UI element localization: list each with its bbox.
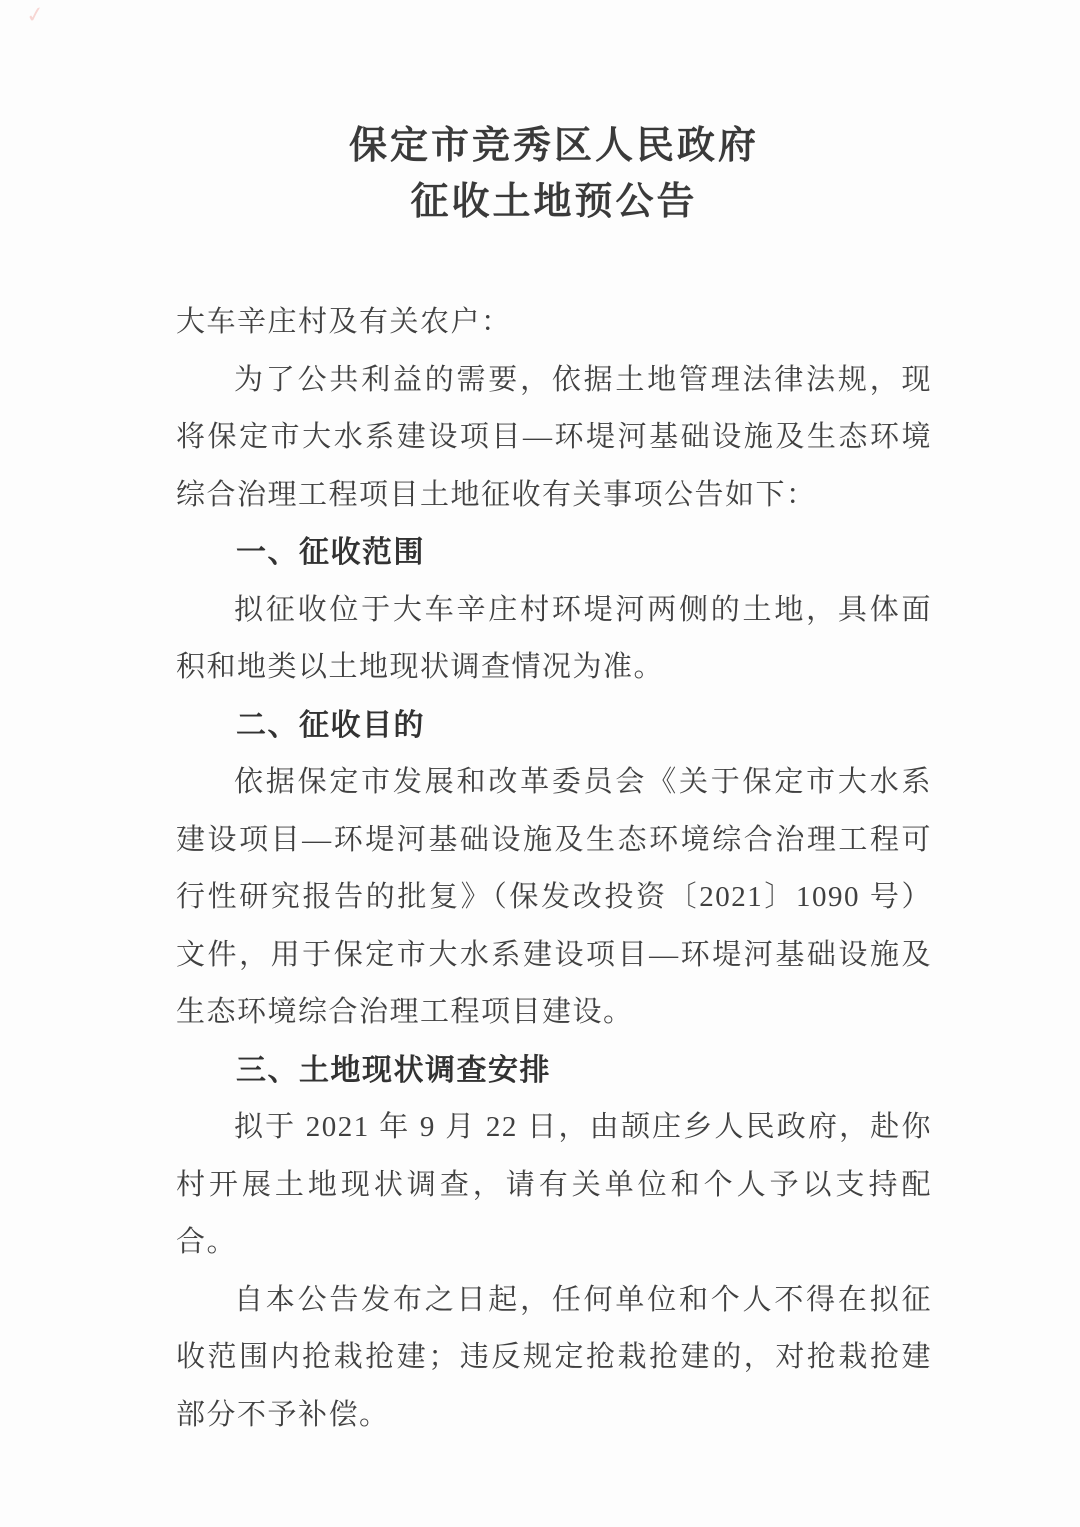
title-line-2: 征收土地预公告 [410,181,698,223]
salutation: 大车辛庄村及有关农户： [176,306,512,338]
title-line-1: 保定市竞秀区人民政府 [348,125,759,167]
intro-paragraph: 为了公共利益的需要，依据土地管理法律法规，现将保定市大水系建设项目—环堤河基础设施及生态环境综合治理工程项目土地征收有关事项公告如下： [176,363,932,511]
section-1-paragraph-1: 拟征收位于大车辛庄村环堤河两侧的土地，具体面积和地类以土地现状调查情况为准。 [176,593,932,683]
section-3-paragraph-1: 拟于 2021 年 9 月 22 日，由颉庄乡人民政府，赴你村开展土地现状调查，请有关单位和个人予以支持配合。 [176,1111,932,1258]
document-title [176,118,932,230]
section-3-heading: 三、土地现状调查安排 [236,1053,551,1087]
scan-artifact-check-mark: ✓ [24,0,47,29]
document-content [176,118,932,1444]
section-2-heading: 二、征收目的 [236,708,425,742]
section-1-heading: 一、征收范围 [236,536,425,569]
section-3-paragraph-2: 自本公告发布之日起，任何单位和个人不得在拟征收范围内抢栽抢建；违反规定抢栽抢建的，对抢栽抢建部分不予补偿。 [176,1283,932,1431]
section-2-paragraph-1: 依据保定市发展和改革委员会《关于保定市大水系建设项目—环堤河基础设施及生态环境综合治理工程可行性研究报告的批复》（保发改投资〔2021〕1090 号）文件，用于保定市大水系建设项目—环堤河基础设施及生态环境综合治理工程项目建设。 [176,766,932,1028]
document-body [176,294,932,1444]
